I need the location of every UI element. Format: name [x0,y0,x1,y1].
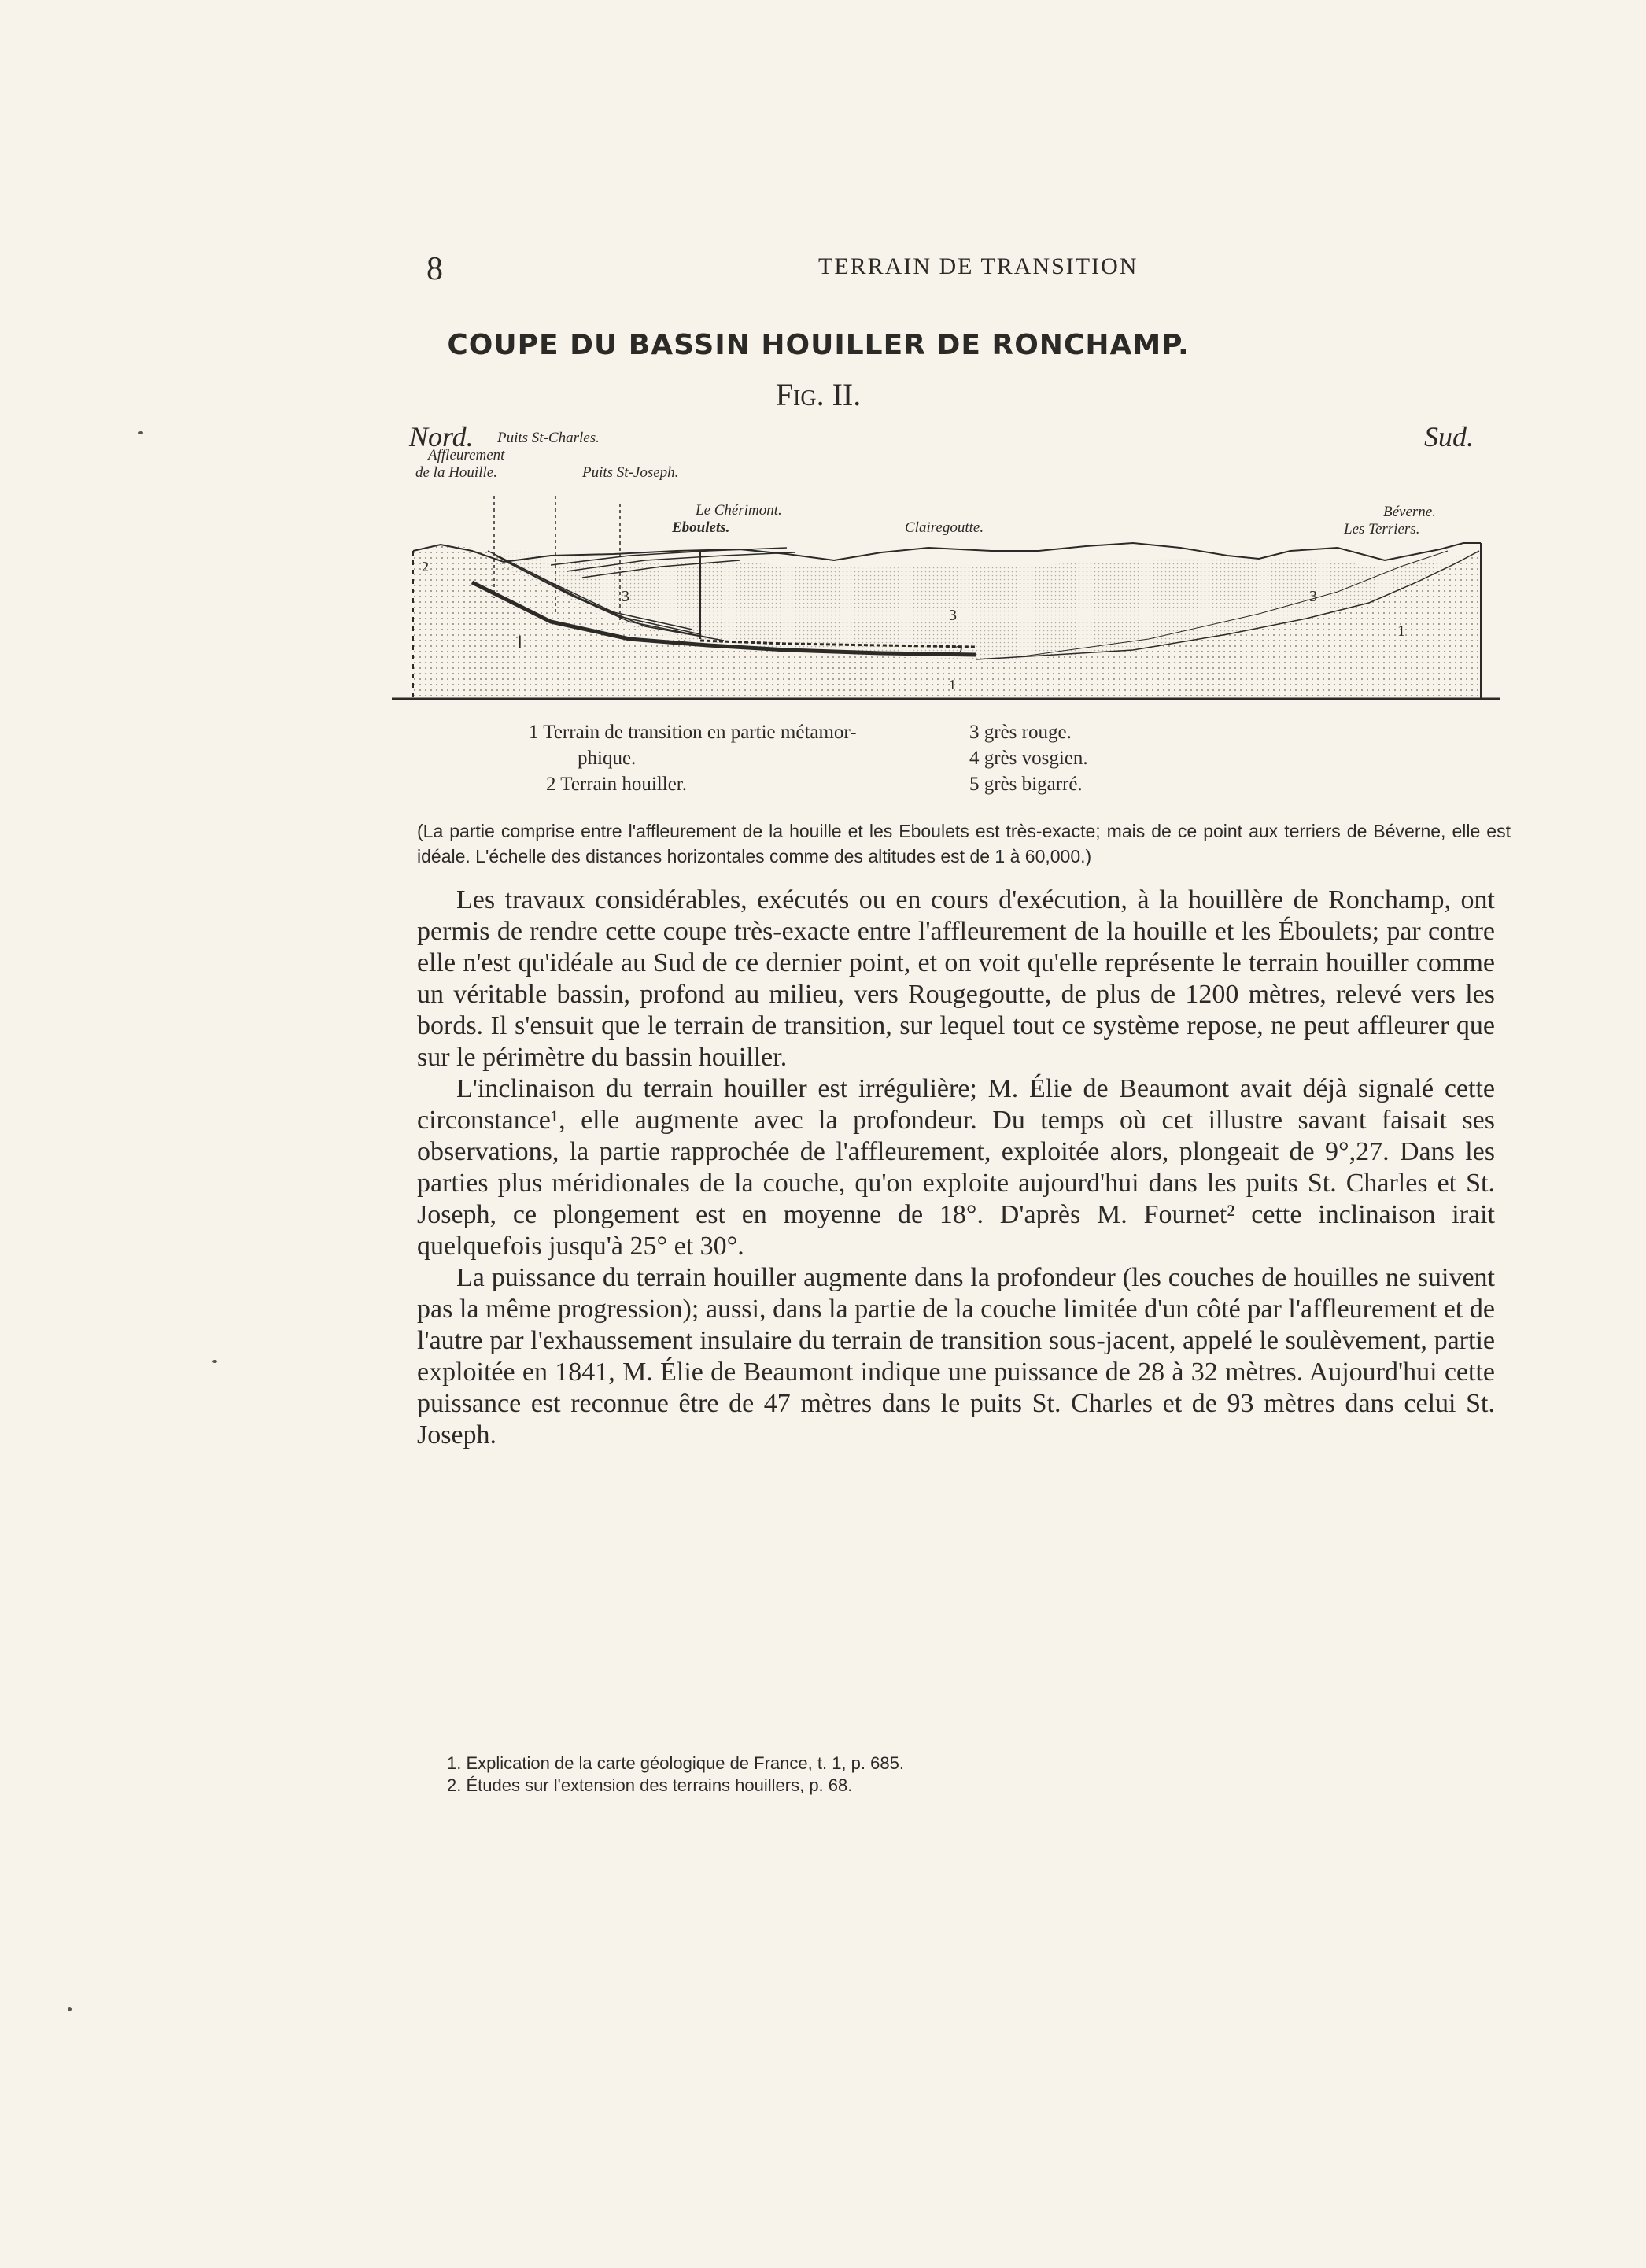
label-nord: Nord. [409,421,474,452]
label-affleurement: Affleurement [428,447,505,464]
label-de-la-houille: de la Houille. [415,464,497,481]
footnote: 1. Explication de la carte géologique de France, t. 1, p. 685. [447,1753,904,1773]
running-title: TERRAIN DE TRANSITION [818,253,1139,279]
figure-number-text: Fig. II. [775,377,862,412]
section-number: 2 [422,559,429,574]
label-le-cherimont: Le Chérimont. [696,502,782,519]
section-number: 2 [955,643,963,660]
legend-item-5: 5 grès bigarré. [969,774,1083,795]
section-number: 1 [515,632,525,653]
label-puits-st-joseph: Puits St-Joseph. [582,464,679,481]
label-puits-st-charles: Puits St-Charles. [497,430,600,446]
scan-speck [212,1360,217,1363]
paragraph: La puissance du terrain houiller augmente dans la profondeur (les couches de houilles ne suivent pas la même progression); aussi, dans la partie de la couche limitée d'un côté par l'affleurement et de l'autre par l'exhaussement insulaire du terrain de transition sous-jacent, appelé le soulèvement, partie exploitée en 1841, M. Élie de Beaumont indique une puissance de 28 à 32 mètres. Aujourd'hui cette puissance est reconnue être de 47 mètres dans le puits St. Charles et de 93 mètres dans celui St. Joseph. [417,1263,1495,1450]
footnotes [447,1753,904,1797]
label-les-terriers: Les Terriers. [1344,521,1420,537]
label-eboulets: Eboulets. [672,519,730,536]
body-text [417,885,1495,1451]
footnote: 2. Études sur l'extension des terrains houillers, p. 68. [447,1775,853,1795]
section-number: 1 [949,677,956,693]
legend-item-1: 1 Terrain de transition en partie métamor- [529,722,857,743]
label-sud: Sud. [1424,421,1474,452]
scan-speck [138,431,143,434]
scan-speck [68,2007,72,2011]
section-number: 3 [1309,588,1317,605]
label-beverne: Béverne. [1383,504,1436,520]
figure-title: COUPE DU BASSIN HOUILLER DE RONCHAMP. [447,329,1190,361]
legend-item-4: 4 grès vosgien. [969,748,1088,769]
legend-item-2: 2 Terrain houiller. [546,774,687,795]
paragraph: L'inclinaison du terrain houiller est irrégulière; M. Élie de Beaumont avait déjà signalé cette circonstance¹, elle augmente avec la profondeur. Du temps où cet illustre savant faisait ses observations, la partie rapprochée de l'affleurement, exploitée alors, plongeait de 9°,27. Dans les parties plus méridionales de la couche, qu'on exploite aujourd'hui dans les puits St. Charles et St. Joseph, ce plongement est en moyenne de 18°. D'après M. Fournet² cette inclinaison irait quelquefois jusqu'à 25° et 30°. [417,1074,1495,1261]
section-number: 3 [622,588,629,605]
label-clairegoutte: Clairegoutte. [905,519,984,536]
figure-caption: (La partie comprise entre l'affleurement de la houille et les Eboulets est très-exacte; mais de ce point aux terriers de Béverne, elle est idéale. L'échelle des distances horizontales comme des altitudes est de 1 à 60,000.) [417,821,1511,866]
page-number: 8 [426,251,443,287]
section-number: 3 [949,607,957,624]
paragraph: Les travaux considérables, exécutés ou en cours d'exécution, à la houillère de Ronchamp, ont permis de rendre cette coupe très-exacte entre l'affleurement de la houille et les Éboulets; par contre elle n'est qu'idéale au Sud de ce dernier point, et on voit qu'elle représente le terrain houiller comme un véritable bassin, profond au milieu, vers Rougegoutte, de plus de 1200 mètres, relevé vers les bords. Il s'ensuit que le terrain de transition, sur lequel tout ce système repose, ne peut affleurer que sur le périmètre du bassin houiller. [417,885,1495,1072]
legend-item-1-cont: phique. [578,748,637,769]
section-number: 1 [1397,622,1405,640]
legend-item-3: 3 grès rouge. [969,722,1072,743]
